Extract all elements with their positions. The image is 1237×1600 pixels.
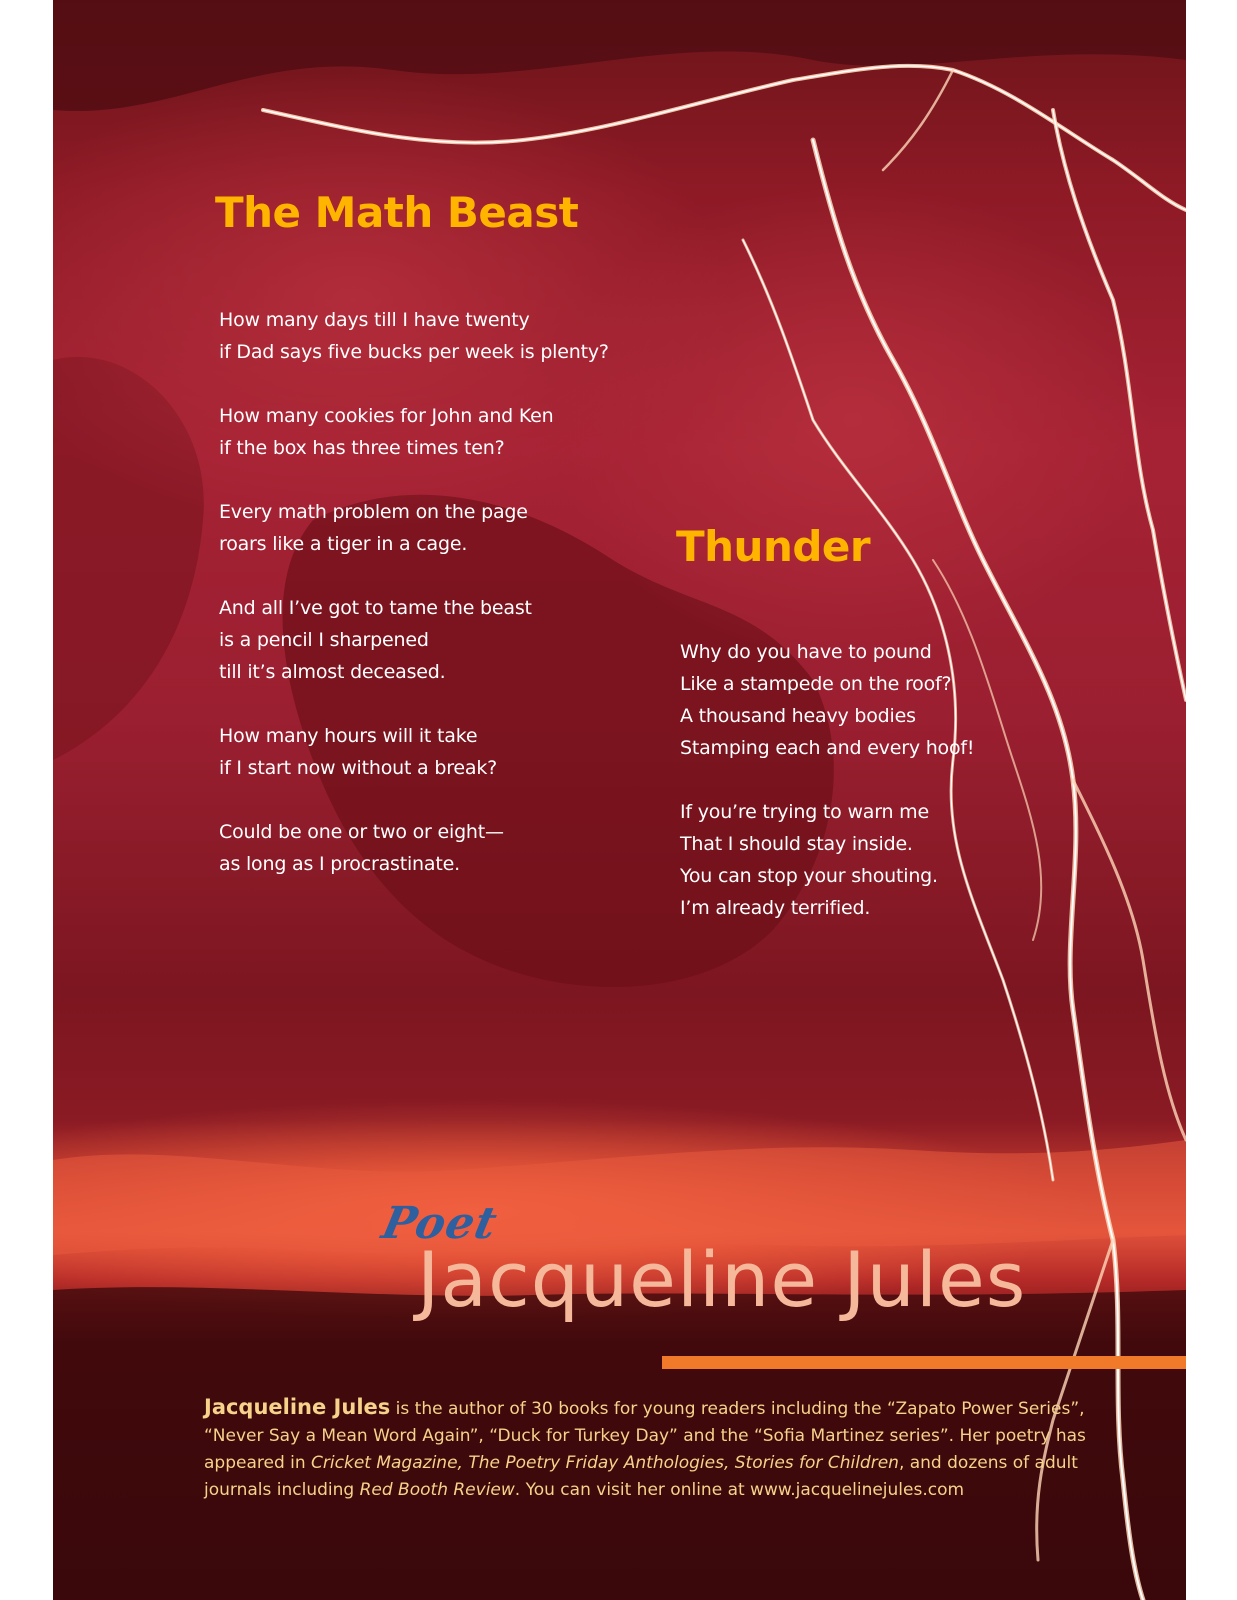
poem-line: How many cookies for John and Ken	[219, 405, 554, 427]
stanza	[219, 496, 528, 560]
poem-line: That I should stay inside.	[680, 833, 913, 855]
poem-line: if the box has three times ten?	[219, 437, 505, 459]
poem-line: And all I’ve got to tame the beast	[219, 597, 532, 619]
poem-line: if I start now without a break?	[219, 757, 498, 779]
poem-line: How many days till I have twenty	[219, 309, 530, 331]
bio-author-name: Jacqueline Jules	[204, 1395, 391, 1419]
stanza	[219, 400, 554, 464]
poem-line: Why do you have to pound	[680, 641, 932, 663]
bio-website-text: . You can visit her online at www.jacquelinejules.com	[514, 1480, 965, 1500]
poet-name: Jacqueline Jules	[417, 1235, 1027, 1324]
poem-line: if Dad says five bucks per week is plenty?	[219, 341, 609, 363]
poem-line: roars like a tiger in a cage.	[219, 533, 468, 555]
cloud-glow-right	[553, 180, 1153, 660]
author-bio	[204, 1394, 1084, 1504]
orange-divider	[662, 1356, 1186, 1369]
stanza	[219, 304, 609, 368]
poem-line: Like a stampede on the roof?	[680, 673, 952, 695]
poem-line: Stamping each and every hoof!	[680, 737, 975, 759]
poem-line: till it’s almost deceased.	[219, 661, 446, 683]
bio-text: , and dozens of adult	[898, 1453, 1078, 1473]
bio-journal: Red Booth Review	[359, 1480, 515, 1500]
stanza	[219, 816, 504, 880]
bio-line	[204, 1450, 1084, 1477]
poem-line: I’m already terrified.	[680, 897, 871, 919]
bio-text: appeared in	[204, 1453, 312, 1473]
poem-line: Could be one or two or eight—	[219, 821, 504, 843]
poem-line: A thousand heavy bodies	[680, 705, 916, 727]
poster-page	[53, 0, 1186, 1600]
poem-line: as long as I procrastinate.	[219, 853, 460, 875]
poem-title-thunder: Thunder	[676, 522, 871, 571]
bio-text: journals including	[204, 1480, 360, 1500]
stanza	[219, 592, 532, 688]
bio-text: is the author of 30 books for young readers including the “Zapato Power Series”,	[390, 1399, 1085, 1419]
stanza	[680, 636, 974, 764]
bio-publications: Cricket Magazine, The Poetry Friday Anthologies, Stories for Children	[311, 1453, 899, 1473]
stanza	[219, 720, 497, 784]
stanza	[680, 796, 938, 924]
bio-line: “Never Say a Mean Word Again”, “Duck for Turkey Day” and the “Sofia Martinez series”. Her poetry has	[204, 1426, 1086, 1446]
poem-line: You can stop your shouting.	[680, 865, 938, 887]
poem-line: How many hours will it take	[219, 725, 478, 747]
poem-line: Every math problem on the page	[219, 501, 528, 523]
poet-label: Poet	[377, 1198, 502, 1249]
poem-line: If you’re trying to warn me	[680, 801, 929, 823]
poem-line: is a pencil I sharpened	[219, 629, 429, 651]
poem-title-math-beast: The Math Beast	[215, 188, 579, 237]
bio-line	[204, 1394, 1084, 1423]
bio-line	[204, 1477, 1084, 1504]
